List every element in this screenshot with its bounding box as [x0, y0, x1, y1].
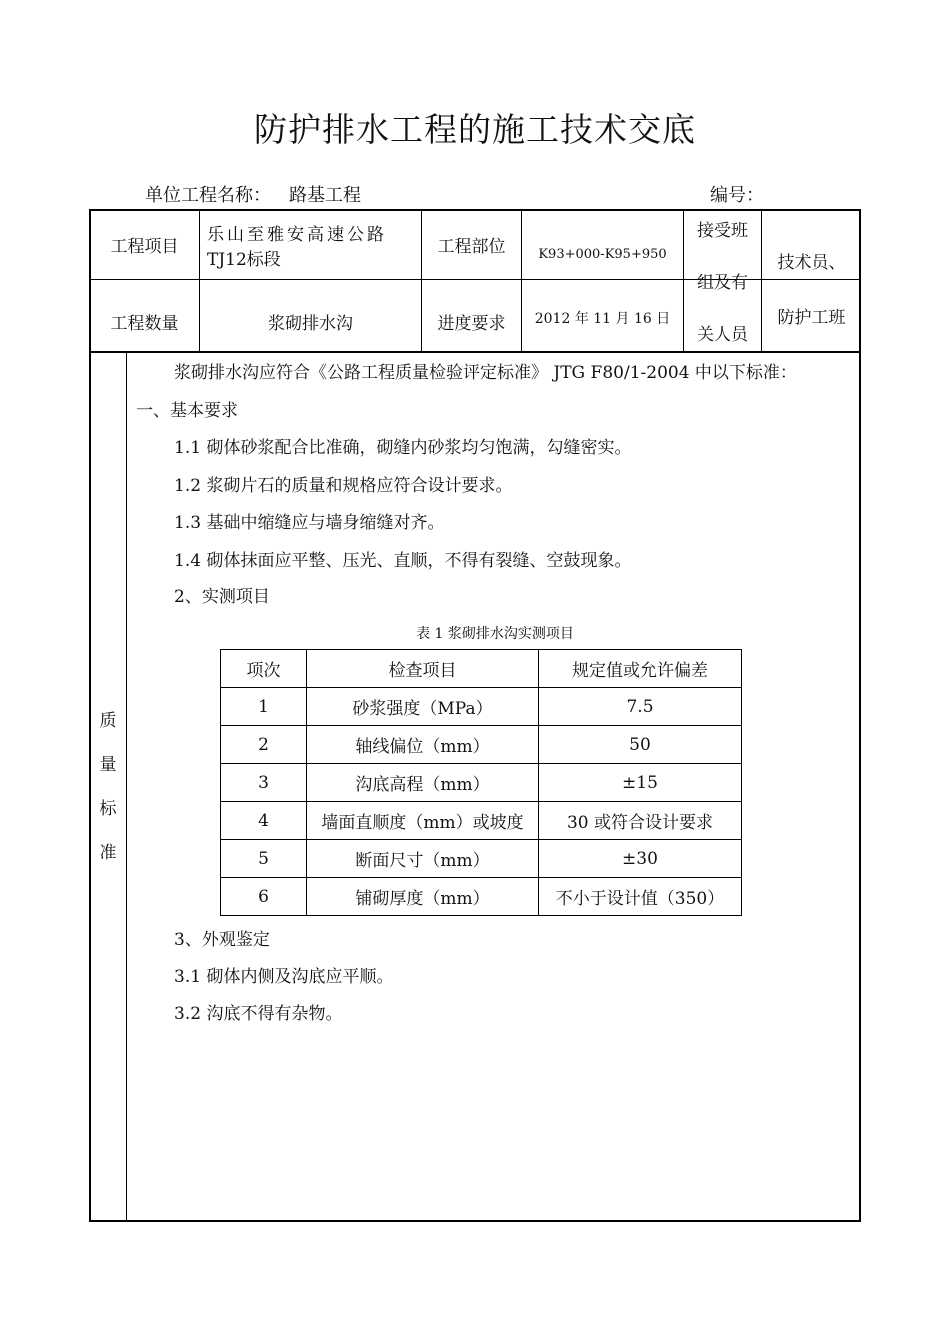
spec-table — [220, 649, 742, 916]
project-value-line2: TJ12标段 — [207, 250, 281, 270]
schedule-label: 进度要求 — [437, 314, 506, 334]
receiver-value-line2: 防护工班 — [777, 308, 846, 328]
table-cell: 不小于设计值（350） — [539, 878, 742, 916]
unit-label: 单位工程名称： — [145, 185, 271, 206]
side-char: 准 — [99, 843, 117, 863]
table-row — [221, 764, 742, 802]
list-item: 1.4 砌体抹面应平整、压光、直顺，不得有裂缝、空鼓现象。 — [174, 551, 632, 571]
table-cell: 断面尺寸（mm） — [307, 840, 539, 878]
table-cell: ±15 — [539, 764, 742, 802]
quality-standard-label — [89, 352, 127, 1222]
list-item: 1.1 砌体砂浆配合比准确，砌缝内砂浆均匀饱满，勾缝密实。 — [174, 438, 632, 458]
receiver-label — [684, 218, 761, 348]
side-char: 质 — [99, 711, 117, 731]
quantity-label: 工程数量 — [110, 314, 179, 334]
table-cell: 50 — [539, 726, 742, 764]
table-cell: 4 — [221, 802, 307, 840]
receiver-value-line1: 技术员、 — [777, 253, 846, 273]
table-header-cell: 规定值或允许偏差 — [539, 650, 742, 688]
section-heading: 一、基本要求 — [136, 401, 238, 421]
table-cell: 轴线偏位（mm） — [307, 726, 539, 764]
unit-name — [145, 181, 361, 207]
side-char: 标 — [99, 799, 117, 819]
table-cell: 5 — [221, 840, 307, 878]
table-row — [221, 802, 742, 840]
table-cell: 砂浆强度（MPa） — [307, 688, 539, 726]
page-title: 防护排水工程的施工技术交底 — [254, 110, 696, 149]
table-header-cell: 检查项目 — [307, 650, 539, 688]
receiver-label-line2: 组及有 — [697, 273, 748, 293]
receiver-label-line3: 关人员 — [697, 325, 748, 345]
table-cell: 1 — [221, 688, 307, 726]
table-cell: 6 — [221, 878, 307, 916]
table-cell: 墙面直顺度（mm）或坡度 — [307, 802, 539, 840]
table-cell: 铺砌厚度（mm） — [307, 878, 539, 916]
table-cell: 2 — [221, 726, 307, 764]
list-item: 3.1 砌体内侧及沟底应平顺。 — [174, 967, 394, 987]
table-header-row — [221, 650, 742, 688]
project-value — [207, 213, 419, 277]
list-item: 1.3 基础中缩缝应与墙身缩缝对齐。 — [174, 513, 445, 533]
table-row — [221, 878, 742, 916]
quantity-value: 浆砌排水沟 — [268, 314, 353, 334]
schedule-value: 2012 年 11 月 16 日 — [534, 310, 671, 327]
receiver-value — [762, 248, 861, 328]
document-number-label: 编号： — [710, 185, 764, 206]
table-row — [221, 688, 742, 726]
location-label: 工程部位 — [437, 237, 506, 257]
table-row — [221, 726, 742, 764]
table-cell: 3 — [221, 764, 307, 802]
section-heading: 2、实测项目 — [174, 587, 270, 607]
location-value: K93+000-K95+950 — [538, 247, 667, 262]
table-header-cell: 项次 — [221, 650, 307, 688]
side-char: 量 — [99, 755, 117, 775]
table-cell: 30 或符合设计要求 — [539, 802, 742, 840]
receiver-label-line1: 接受班 — [697, 221, 748, 241]
table-cell: 7.5 — [539, 688, 742, 726]
table-cell: 沟底高程（mm） — [307, 764, 539, 802]
table-caption: 表 1 浆砌排水沟实测项目 — [416, 626, 574, 642]
section-heading: 3、外观鉴定 — [174, 930, 270, 950]
intro-paragraph: 浆砌排水沟应符合《公路工程质量检验评定标准》 JTG F80/1-2004 中以下标准： — [174, 363, 797, 383]
project-label: 工程项目 — [110, 237, 179, 257]
list-item: 3.2 沟底不得有杂物。 — [174, 1004, 343, 1024]
table-row — [221, 840, 742, 878]
table-cell: ±30 — [539, 840, 742, 878]
project-value-line1: 乐山至雅安高速公路 — [207, 225, 387, 245]
unit-value: 路基工程 — [289, 185, 361, 206]
list-item: 1.2 浆砌片石的质量和规格应符合设计要求。 — [174, 476, 513, 496]
